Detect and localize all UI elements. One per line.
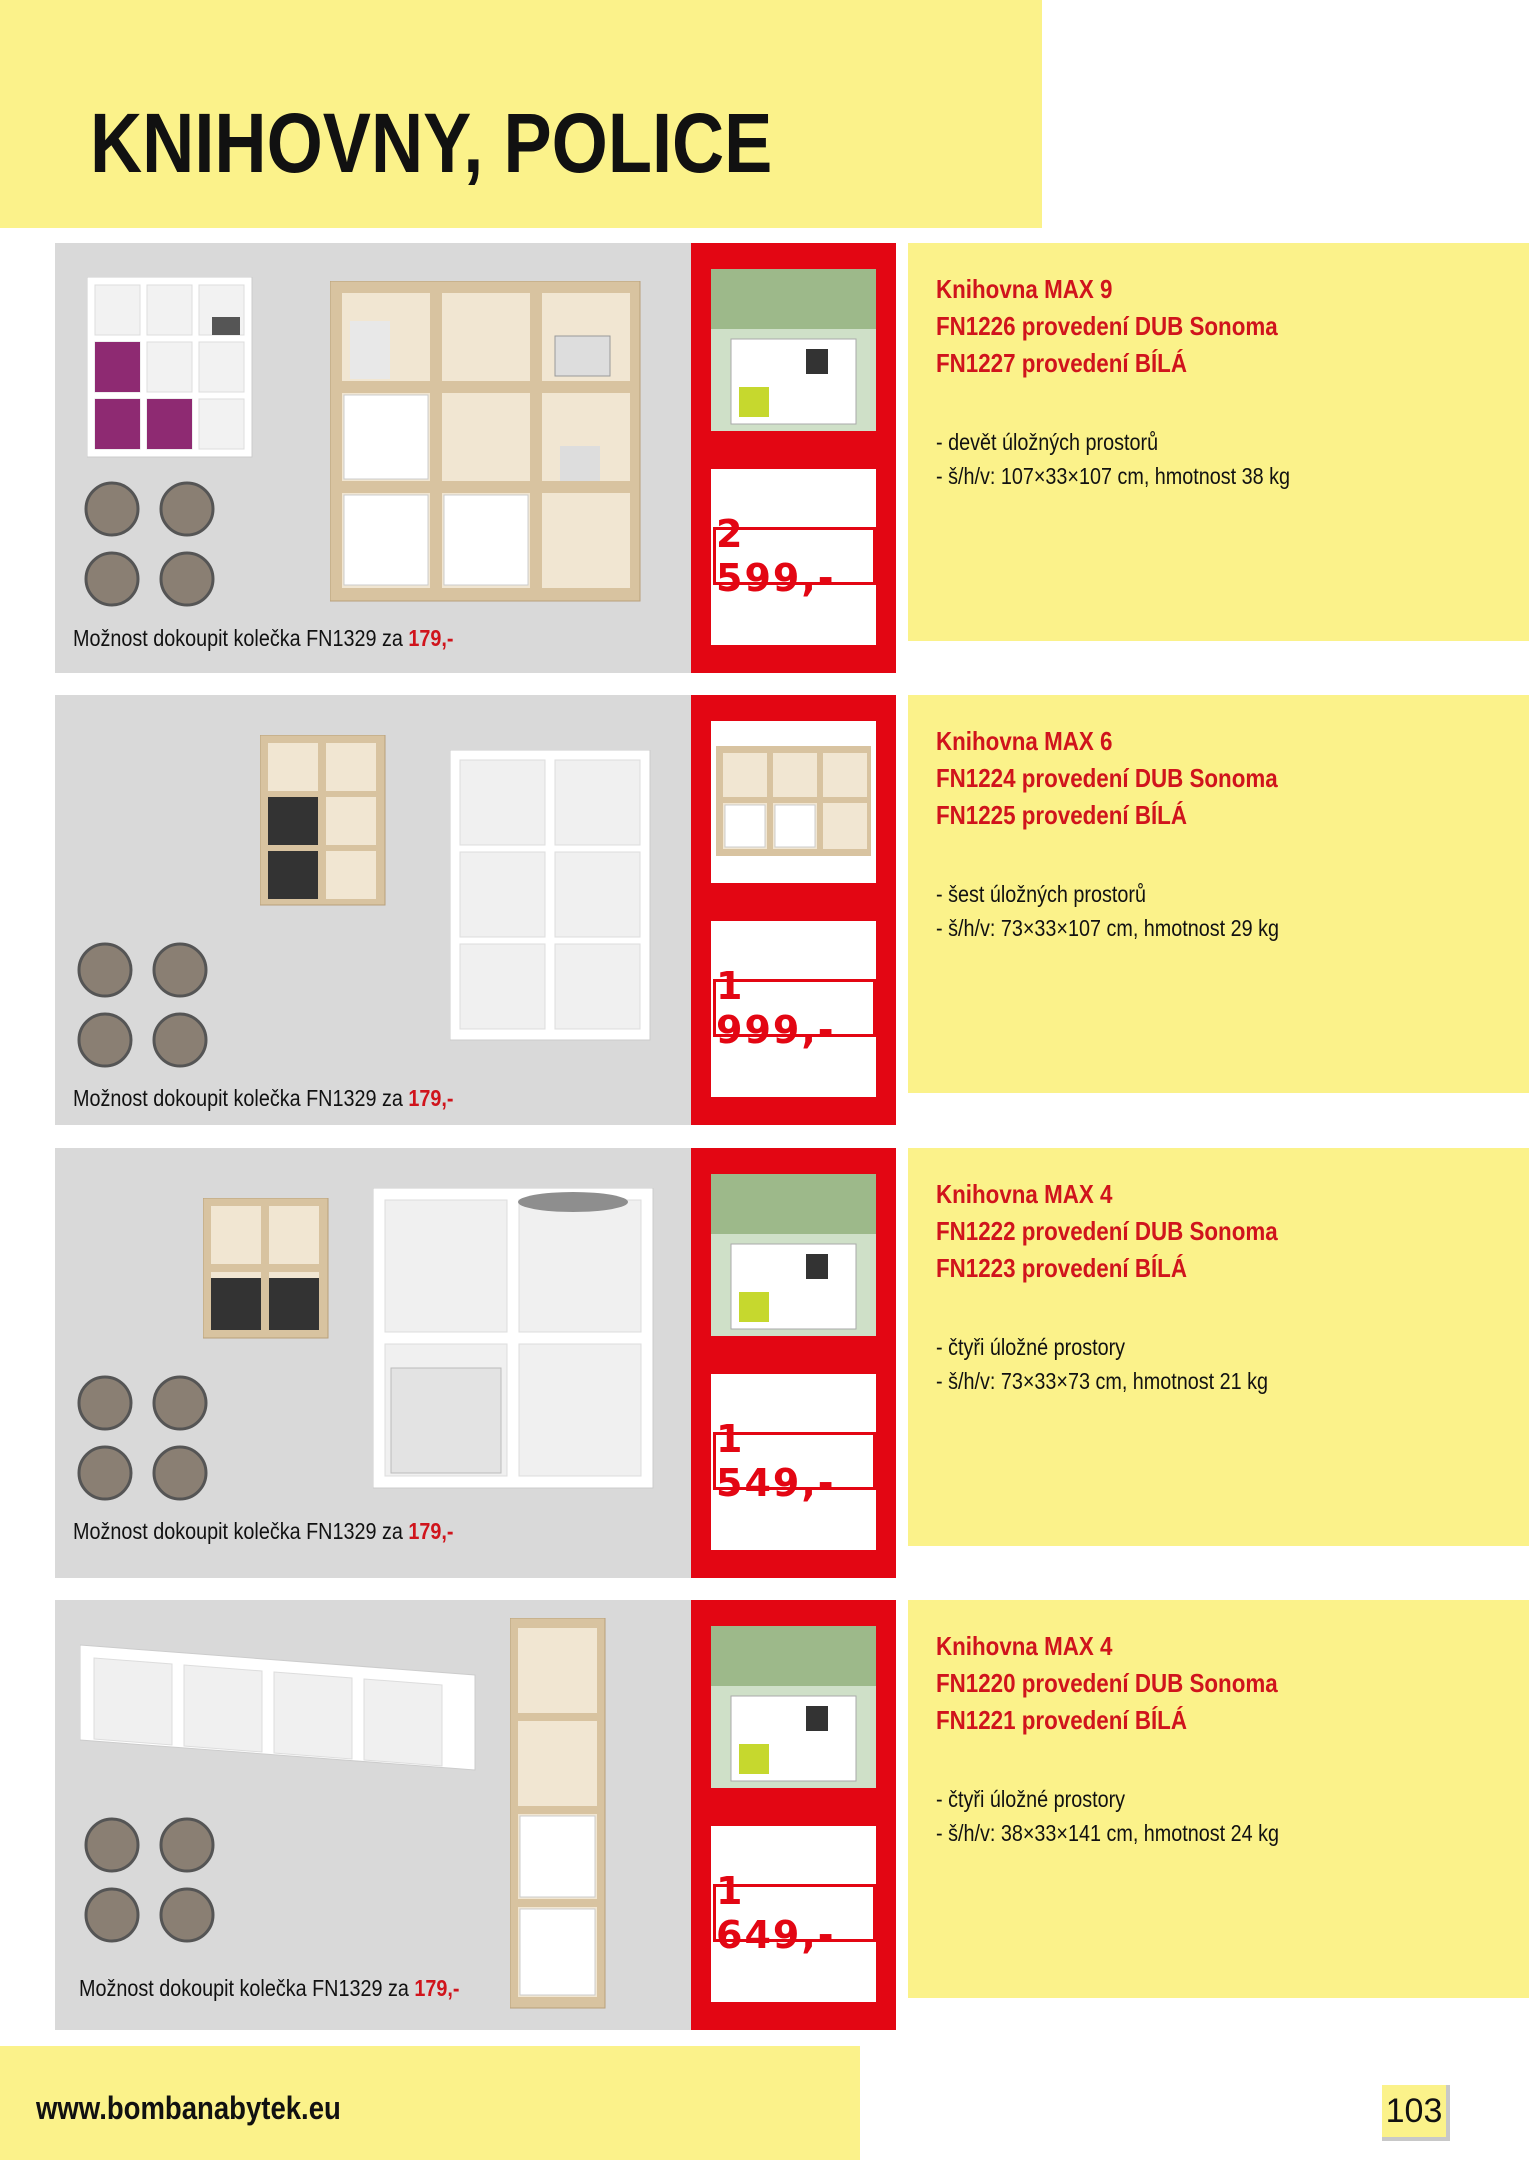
product-name: Knihovna MAX 4	[936, 1179, 1113, 1209]
product-info-panel	[908, 1148, 1529, 1546]
product-title	[936, 1628, 1278, 1739]
shelf-oak-image	[510, 1618, 610, 2018]
product-thumbnail	[711, 721, 876, 883]
feature-item: - čtyři úložné prostory	[936, 1786, 1126, 1812]
price-column	[691, 243, 896, 673]
product-info-panel	[908, 695, 1529, 1093]
caster-note: Možnost dokoupit kolečka FN1329 za 179,-	[79, 1975, 460, 2001]
product-name: Knihovna MAX 9	[936, 274, 1113, 304]
product-name: Knihovna MAX 6	[936, 726, 1113, 756]
caster-wheels-image	[70, 1363, 220, 1513]
price-box	[711, 1826, 876, 2002]
feature-item: - š/h/v: 73×33×107 cm, hmotnost 29 kg	[936, 915, 1280, 941]
caster-note: Možnost dokoupit kolečka FN1329 za 179,-	[73, 1085, 454, 1111]
product-name: Knihovna MAX 4	[936, 1631, 1113, 1661]
feature-item: - š/h/v: 38×33×141 cm, hmotnost 24 kg	[936, 1820, 1280, 1846]
shelf-white-image	[87, 277, 307, 467]
caster-note: Možnost dokoupit kolečka FN1329 za 179,-	[73, 625, 454, 651]
product-info-panel	[908, 1600, 1529, 1998]
product-image-panel	[55, 243, 691, 673]
product-row	[55, 1600, 1529, 2030]
product-variant: FN1222 provedení DUB Sonoma	[936, 1216, 1278, 1246]
product-title	[936, 271, 1278, 382]
price-label: 1 549,-	[713, 1432, 876, 1490]
product-features	[936, 425, 1290, 493]
shelf-white-image	[373, 1188, 663, 1498]
shelf-oak-image	[203, 1198, 333, 1348]
product-features	[936, 877, 1279, 945]
product-row	[55, 1148, 1529, 1578]
product-thumbnail	[711, 1626, 876, 1788]
shelf-oak-image	[330, 281, 650, 611]
caster-wheels-image	[70, 930, 220, 1080]
product-title	[936, 1176, 1278, 1287]
feature-item: - devět úložných prostorů	[936, 429, 1159, 455]
product-variant: FN1227 provedení BÍLÁ	[936, 348, 1187, 378]
feature-item: - š/h/v: 107×33×107 cm, hmotnost 38 kg	[936, 463, 1291, 489]
price-label: 1 649,-	[713, 1884, 876, 1942]
product-features	[936, 1330, 1268, 1398]
product-thumbnail	[711, 1174, 876, 1336]
product-variant: FN1224 provedení DUB Sonoma	[936, 763, 1278, 793]
price-column	[691, 1600, 896, 2030]
product-image-panel	[55, 1148, 691, 1578]
product-row	[55, 695, 1529, 1125]
price-label: 2 599,-	[713, 527, 876, 585]
feature-item: - čtyři úložné prostory	[936, 1334, 1126, 1360]
product-title	[936, 723, 1278, 834]
product-variant: FN1226 provedení DUB Sonoma	[936, 311, 1278, 341]
caster-wheels-image	[77, 469, 227, 619]
product-thumbnail	[711, 269, 876, 431]
shelf-white-image	[450, 750, 660, 1050]
price-box	[711, 469, 876, 645]
page-title: KNIHOVNY, POLICE	[90, 96, 773, 190]
price-box	[711, 921, 876, 1097]
caster-wheels-image	[77, 1805, 227, 1955]
shelf-oak-image	[260, 735, 390, 915]
shelf-white-image	[80, 1620, 500, 1790]
product-image-panel	[55, 1600, 691, 2030]
product-variant: FN1223 provedení BÍLÁ	[936, 1253, 1187, 1283]
product-features	[936, 1782, 1279, 1850]
price-column	[691, 1148, 896, 1578]
product-info-panel	[908, 243, 1529, 641]
product-variant: FN1220 provedení DUB Sonoma	[936, 1668, 1278, 1698]
product-row	[55, 243, 1529, 673]
price-label: 1 999,-	[713, 979, 876, 1037]
website-link[interactable]: www.bombanabytek.eu	[36, 2090, 341, 2126]
feature-item: - š/h/v: 73×33×73 cm, hmotnost 21 kg	[936, 1368, 1269, 1394]
price-box	[711, 1374, 876, 1550]
page-number: 103	[1382, 2085, 1450, 2141]
feature-item: - šest úložných prostorů	[936, 881, 1146, 907]
product-variant: FN1225 provedení BÍLÁ	[936, 800, 1187, 830]
product-variant: FN1221 provedení BÍLÁ	[936, 1705, 1187, 1735]
caster-note: Možnost dokoupit kolečka FN1329 za 179,-	[73, 1518, 454, 1544]
price-column	[691, 695, 896, 1125]
product-image-panel	[55, 695, 691, 1125]
